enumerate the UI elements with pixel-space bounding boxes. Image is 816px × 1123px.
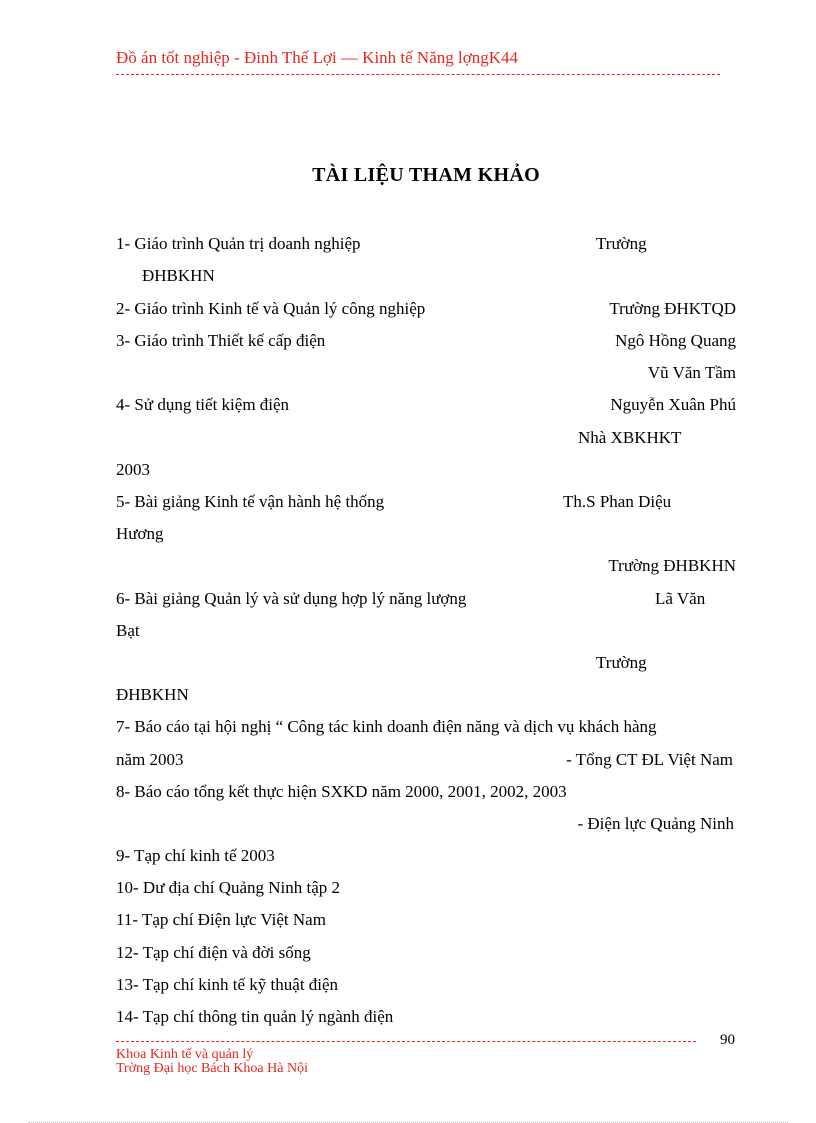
reference-item-7: 7- Báo cáo tại hội nghị “ Công tác kinh doanh điện năng và dịch vụ khách hàng xyxy=(116,717,657,736)
reference-item-12: 12- Tạp chí điện và đời sống xyxy=(116,943,311,962)
reference-8-source: - Điện lực Quảng Ninh xyxy=(577,814,734,833)
reference-1-source-cont: ĐHBKHN xyxy=(142,266,215,285)
reference-3-author: Ngô Hồng Quang xyxy=(615,331,736,350)
footer-university: Trờng Đại học Bách Khoa Hà Nội xyxy=(116,1061,308,1076)
reference-1-source: Trường xyxy=(596,234,647,253)
reference-6-author: Lã Văn xyxy=(655,589,706,608)
page-title: TÀI LIỆU THAM KHẢO xyxy=(312,164,540,186)
reference-3-author-2: Vũ Văn Tầm xyxy=(647,363,736,382)
reference-item-8: 8- Báo cáo tổng kết thực hiện SXKD năm 2000, 2001, 2002, 2003 xyxy=(116,782,567,801)
page-number: 90 xyxy=(720,1032,735,1048)
reference-6-source: Trường xyxy=(596,653,647,672)
reference-4-publisher: Nhà XBKHKT xyxy=(578,428,682,447)
reference-item-9: 9- Tạp chí kinh tế 2003 xyxy=(116,846,275,865)
reference-item-2: 2- Giáo trình Kinh tế và Quản lý công nghiệp xyxy=(116,299,426,318)
reference-5-author: Th.S Phan Diệu xyxy=(563,492,672,511)
reference-2-source: Trường ĐHKTQD xyxy=(609,299,736,318)
reference-6-author-cont: Bạt xyxy=(116,621,140,640)
reference-item-4: 4- Sử dụng tiết kiệm điện xyxy=(116,395,290,414)
reference-item-1: 1- Giáo trình Quản trị doanh nghiệp xyxy=(116,234,361,253)
reference-item-11: 11- Tạp chí Điện lực Việt Nam xyxy=(116,910,326,929)
reference-7-source: - Tổng CT ĐL Việt Nam xyxy=(566,750,733,769)
footer-divider xyxy=(116,1041,696,1042)
page-header: Đồ án tốt nghiệp - Đinh Thế Lợi — Kinh tế Năng lợngK44 xyxy=(116,48,518,67)
reference-7-cont: năm 2003 xyxy=(116,750,184,769)
reference-6-source-cont: ĐHBKHN xyxy=(116,685,189,704)
reference-item-6: 6- Bài giảng Quản lý và sử dụng hợp lý năng lượng xyxy=(116,589,467,608)
reference-5-author-cont: Hương xyxy=(116,524,164,543)
reference-4-year: 2003 xyxy=(116,460,150,479)
reference-4-author: Nguyễn Xuân Phú xyxy=(610,395,736,414)
reference-item-5: 5- Bài giảng Kinh tế vận hành hệ thống xyxy=(116,492,385,511)
header-divider xyxy=(116,74,720,75)
reference-item-10: 10- Dư địa chí Quảng Ninh tập 2 xyxy=(116,878,341,897)
reference-item-14: 14- Tạp chí thông tin quản lý ngành điện xyxy=(116,1007,394,1026)
footer-faculty: Khoa Kinh tế và quản lý xyxy=(116,1047,254,1062)
reference-item-13: 13- Tạp chí kinh tế kỹ thuật điện xyxy=(116,975,339,994)
reference-5-source: Trường ĐHBKHN xyxy=(608,556,736,575)
reference-item-3: 3- Giáo trình Thiết kế cấp điện xyxy=(116,331,326,350)
